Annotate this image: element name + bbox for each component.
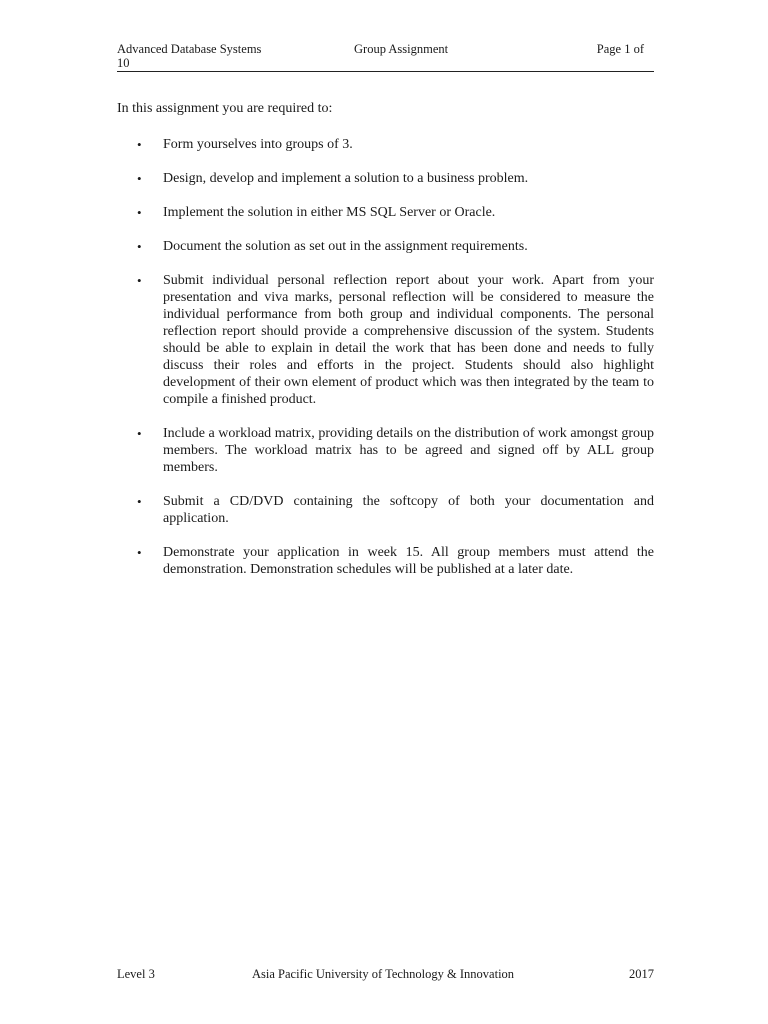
bullet-icon: •	[137, 426, 142, 441]
header-document-type: Group Assignment	[354, 42, 449, 56]
bullet-icon: •	[137, 137, 142, 152]
list-item-text: Form yourselves into groups of 3.	[163, 137, 353, 152]
bullet-icon: •	[137, 239, 142, 254]
bullet-icon: •	[137, 273, 142, 288]
list-item-text: Submit a CD/DVD containing the softcopy of both your documentation and application.	[163, 494, 654, 526]
footer-year: 2017	[629, 967, 654, 981]
list-item	[117, 238, 654, 255]
requirements-list	[117, 136, 654, 578]
list-item	[117, 272, 654, 408]
list-item	[117, 170, 654, 187]
list-item	[117, 136, 654, 153]
list-item-text: Include a workload matrix, providing details on the distribution of work amongst group members. The workload matrix has to be agreed and signed off by ALL group members.	[163, 426, 654, 475]
footer-university: Asia Pacific University of Technology & Innovation	[252, 967, 515, 981]
list-item-text: Demonstrate your application in week 15. All group members must attend the demonstration. Demonstration schedules will be published at a later date.	[163, 545, 654, 577]
list-item	[117, 204, 654, 221]
list-item	[117, 544, 654, 578]
header-divider	[117, 71, 654, 72]
bullet-icon: •	[137, 494, 142, 509]
list-item-text: Submit individual personal reflection report about your work. Apart from your presentation and viva marks, personal reflection will be considered to measure the individual performance from both group and individual components. The personal reflection report should provide a comprehensive discussion of the system. Students should be able to explain in detail the work that has been done and needs to fully discuss their roles and efforts in the project. Students should also highlight development of their own element of product which was then integrated by the team to compile a finished product.	[163, 273, 654, 407]
bullet-icon: •	[137, 205, 142, 220]
bullet-icon: •	[137, 171, 142, 186]
list-item	[117, 425, 654, 476]
list-item-text: Implement the solution in either MS SQL Server or Oracle.	[163, 205, 496, 220]
header-page-label: Page 1 of	[596, 42, 644, 56]
header-course-title: Advanced Database Systems	[117, 42, 262, 56]
bullet-icon: •	[137, 545, 142, 560]
list-item-text: Document the solution as set out in the assignment requirements.	[163, 239, 528, 254]
intro-paragraph: In this assignment you are required to:	[117, 101, 333, 116]
list-item-text: Design, develop and implement a solution to a business problem.	[163, 171, 529, 186]
list-item	[117, 493, 654, 527]
footer-level: Level 3	[117, 967, 155, 981]
header-page-total: 10	[117, 56, 130, 70]
page-header	[117, 42, 654, 72]
page-body	[117, 100, 654, 595]
